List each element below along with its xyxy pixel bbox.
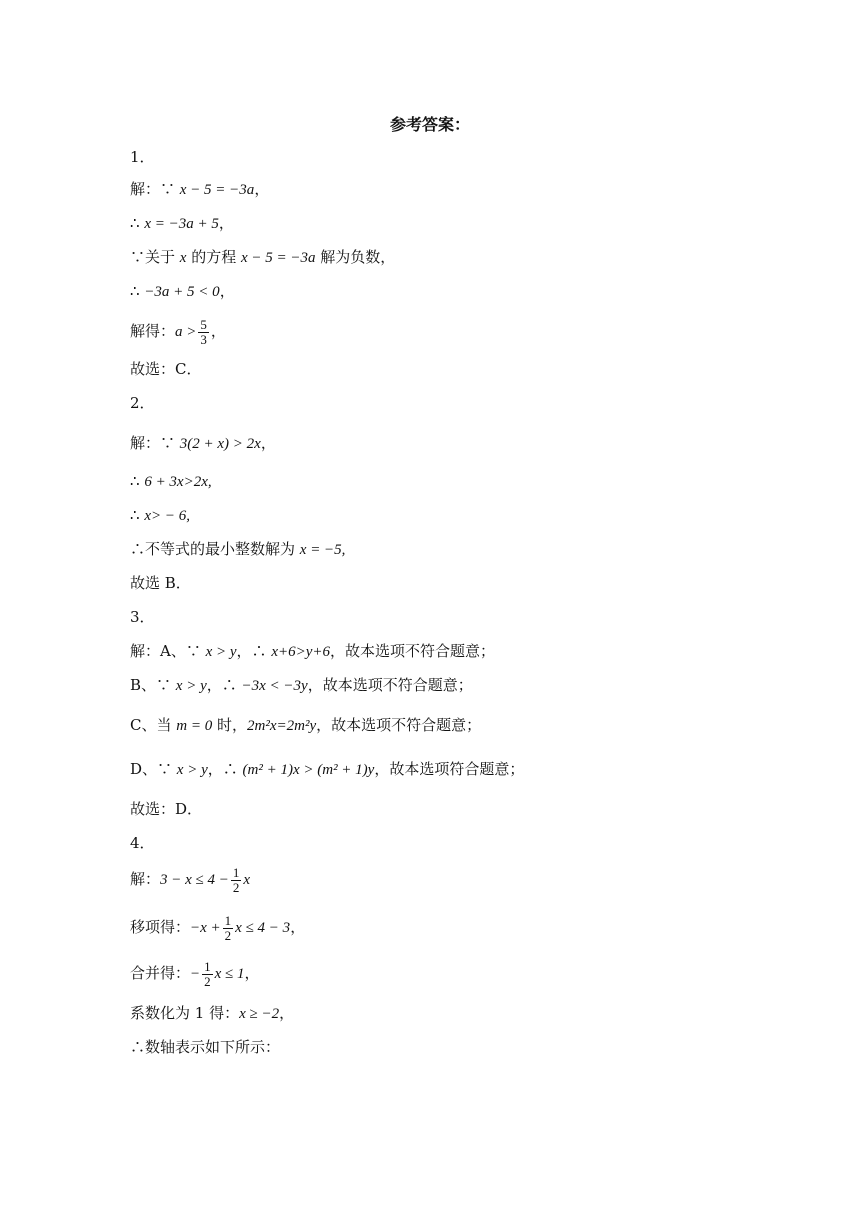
q3-option-a: 解：A、∵ x > y，∴ x+6>y+6，故本选项不符合题意； [130, 642, 496, 660]
q1-line-5: 解得：a > $\frac{5}{3}$ ， [130, 316, 226, 347]
q2-line-1: 解：∵ 3(2 + x) > 2x， [130, 434, 276, 452]
fraction: $\frac{1}{2}$ [232, 864, 240, 895]
q1-line-2: ∴ x = −3a + 5， [130, 214, 234, 232]
q1-line-4: ∴ −3a + 5 < 0， [130, 282, 235, 300]
q2-line-4: ∴不等式的最小整数解为 x = −5, [130, 540, 346, 558]
q4-number: 4． [130, 834, 155, 852]
q4-line-3: 合并得：− $\frac{1}{2}$ x ≤ 1， [130, 958, 260, 989]
q4-line-2: 移项得：−x + $\frac{1}{2}$ x ≤ 4 − 3， [130, 912, 306, 943]
q3-option-d: D、∵ x > y，∴ (m² + 1)x > (m² + 1)y，故本选项符合题意； [130, 760, 525, 778]
q2-line-2: ∴ 6 + 3x>2x, [130, 472, 212, 490]
fraction: $\frac{5}{3}$ [200, 316, 207, 347]
q3-option-b: B、∵ x > y，∴ −3x < −3y，故本选项不符合题意； [130, 676, 473, 694]
q3-answer: 故选：D． [130, 800, 203, 818]
q4-line-4: 系数化为 1 得：x ≥ −2， [130, 1004, 295, 1022]
q3-option-c: C、当 m = 0 时，2m²x=2m²y，故本选项不符合题意； [130, 716, 482, 734]
q4-line-5: ∴数轴表示如下所示： [130, 1038, 281, 1056]
q2-number: 2． [130, 394, 155, 412]
q1-line-1: 解：∵ x − 5 = −3a， [130, 180, 270, 198]
q2-line-3: ∴ x> − 6, [130, 506, 190, 524]
page-title: 参考答案： [389, 115, 470, 134]
q4-line-1: 解：3 − x ≤ 4 − $\frac{1}{2}$ x [130, 864, 251, 895]
q1-line-3: ∵关于 x 的方程 x − 5 = −3a 解为负数， [130, 248, 396, 266]
fraction: $\frac{1}{2}$ [224, 912, 232, 943]
q1-answer: 故选：C． [130, 360, 202, 378]
q1-number: 1． [130, 148, 155, 166]
fraction: $\frac{1}{2}$ [204, 958, 211, 989]
q2-answer: 故选 B． [130, 574, 191, 592]
q3-number: 3． [130, 608, 155, 626]
